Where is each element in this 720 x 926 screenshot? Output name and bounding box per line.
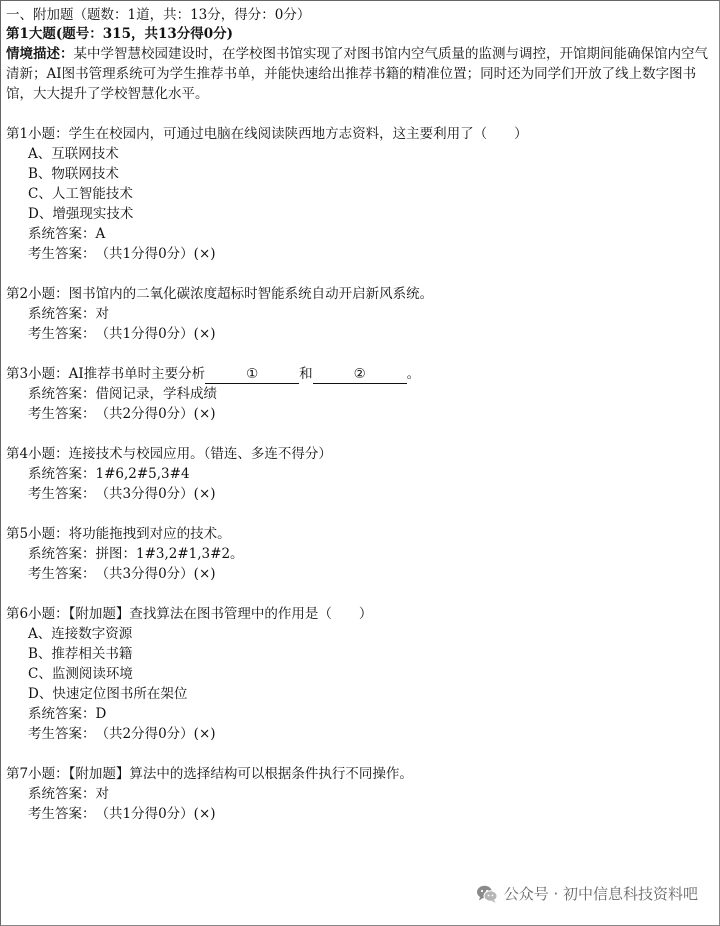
q6-system-answer: 系统答案：D bbox=[28, 706, 107, 722]
q1-student-answer: 考生答案： （共1分得0分）(×) bbox=[28, 246, 216, 262]
q5-system-answer: 系统答案：拼图：1#3,2#1,3#2。 bbox=[28, 546, 244, 562]
q6-option-d: D、快速定位图书所在架位 bbox=[28, 686, 188, 702]
q6-title: 第6小题：【附加题】查找算法在图书管理中的作用是（ ） bbox=[6, 606, 373, 622]
q3-blank-2: ② bbox=[313, 366, 407, 384]
q5-student-answer: 考生答案： （共3分得0分）(×) bbox=[28, 566, 216, 582]
q3-title-suffix: 。 bbox=[406, 366, 421, 382]
scenario-description bbox=[6, 44, 712, 104]
q4-title: 第4小题：连接技术与校园应用。（错连、多连不得分） bbox=[6, 446, 332, 462]
q2-student-answer: 考生答案： （共1分得0分）(×) bbox=[28, 326, 216, 342]
q3-student-answer: 考生答案： （共2分得0分）(×) bbox=[28, 406, 216, 422]
q1-system-answer: 系统答案：A bbox=[28, 226, 106, 242]
q4-system-answer: 系统答案：1#6,2#5,3#4 bbox=[28, 466, 190, 482]
q6-option-c: C、监测阅读环境 bbox=[28, 666, 133, 682]
watermark bbox=[476, 883, 698, 904]
q5-title: 第5小题：将功能拖拽到对应的技术。 bbox=[6, 526, 231, 542]
q1-option-c: C、人工智能技术 bbox=[28, 186, 133, 202]
q1-option-a: A、互联网技术 bbox=[28, 146, 119, 162]
q6-option-b: B、推荐相关书籍 bbox=[28, 646, 133, 662]
q2-system-answer: 系统答案：对 bbox=[28, 306, 109, 322]
q7-title: 第7小题：【附加题】算法中的选择结构可以根据条件执行不同操作。 bbox=[6, 766, 413, 782]
q7-system-answer: 系统答案：对 bbox=[28, 786, 109, 802]
q1-option-b: B、物联网技术 bbox=[28, 166, 119, 182]
q3-system-answer: 系统答案：借阅记录，学科成绩 bbox=[28, 386, 217, 402]
q1-title: 第1小题：学生在校园内，可通过电脑在线阅读陕西地方志资料，这主要利用了（ ） bbox=[6, 126, 528, 142]
q3-blank-1: ① bbox=[205, 366, 299, 384]
q6-student-answer: 考生答案： （共2分得0分）(×) bbox=[28, 726, 216, 742]
q3-connector: 和 bbox=[299, 366, 313, 382]
q3-title bbox=[6, 364, 420, 384]
q7-student-answer: 考生答案： （共1分得0分）(×) bbox=[28, 806, 216, 822]
wechat-icon bbox=[476, 884, 498, 904]
watermark-text: 公众号 · 初中信息科技资料吧 bbox=[503, 885, 698, 903]
q1-option-d: D、增强现实技术 bbox=[28, 206, 134, 222]
q2-title: 第2小题：图书馆内的二氧化碳浓度超标时智能系统自动开启新风系统。 bbox=[6, 286, 434, 302]
section-header: 一、附加题（题数：1道，共：13分，得分：0分） bbox=[6, 7, 311, 23]
q4-student-answer: 考生答案： （共3分得0分）(×) bbox=[28, 486, 216, 502]
q6-option-a: A、连接数字资源 bbox=[28, 626, 133, 642]
q3-title-prefix: 第3小题：AI推荐书单时主要分析 bbox=[6, 366, 206, 382]
scenario-label: 情境描述： bbox=[6, 46, 74, 62]
big-question-title: 第1大题(题号：315，共13分得0分) bbox=[6, 26, 234, 42]
scenario-text: 某中学智慧校园建设时，在学校图书馆实现了对图书馆内空气质量的监测与调控，开馆期间能确保馆内空气清新；AI图书管理系统可为学生推荐书单，并能快速给出推荐书籍的精准位置；同时还为同学们开放了线上数字图书馆，大大提升了学校智慧化水平。 bbox=[6, 46, 708, 102]
